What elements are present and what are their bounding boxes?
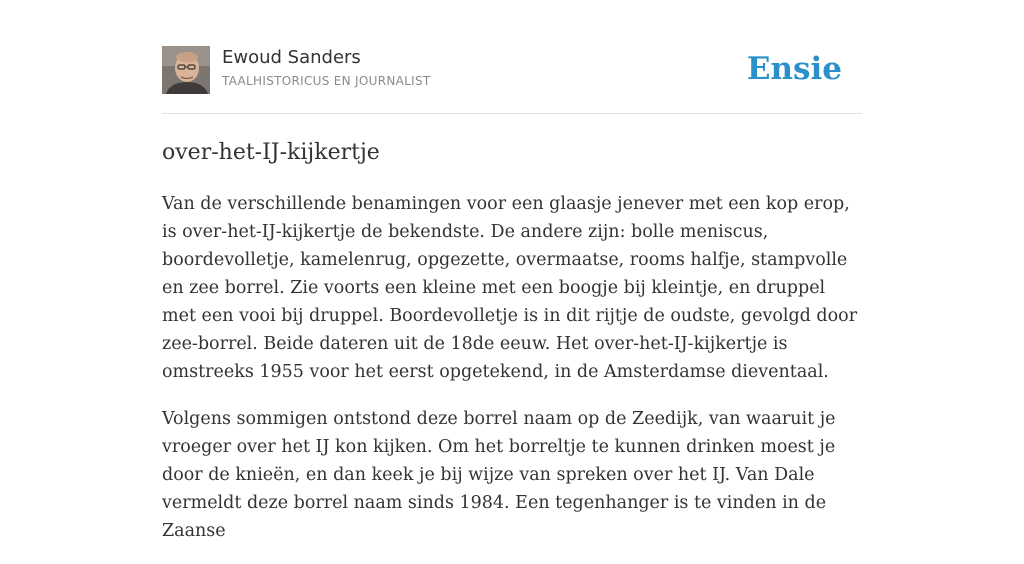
- article-paragraph: Van de verschillende benamingen voor een glaasje jenever met een kop erop, is over-het-IJ-kijkertje de bekendste. De andere zijn: bolle meniscus, boordevolletje, kamelenrug, opgezette, overmaatse, rooms halfje, stampvolle en zee borrel. Zie voorts een kleine met een boogje bij kleintje, en druppel met een vooi bij druppel. Boordevolletje is in dit rijtje de oudste, gevolgd door zee-borrel. Beide dateren uit de 18de eeuw. Het over-het-IJ-kijkertje is omstreeks 1955 voor het eerst opgetekend, in de Amsterdamse dieventaal.: [162, 194, 858, 382]
- author-role: TAALHISTORICUS EN JOURNALIST: [222, 74, 431, 88]
- article-paragraph: Volgens sommigen ontstond deze borrel naam op de Zeedijk, van waaruit je vroeger over het IJ kon kijken. Om het borreltje te kunnen drinken moest je door de knieën, en dan keek je bij wijze van spreken over het IJ. Van Dale vermeldt deze borrel naam sinds 1984. Een tegenhanger is te vinden in de Zaanse: [162, 409, 836, 541]
- article-body: [162, 190, 862, 564]
- author-name[interactable]: Ewoud Sanders: [222, 47, 361, 68]
- article-title: over-het-IJ-kijkertje: [162, 140, 380, 165]
- header-divider: [162, 113, 862, 114]
- avatar[interactable]: [162, 46, 210, 94]
- author-header: [162, 46, 862, 96]
- brand-logo[interactable]: Ensie: [746, 51, 842, 87]
- avatar-photo: [162, 46, 210, 94]
